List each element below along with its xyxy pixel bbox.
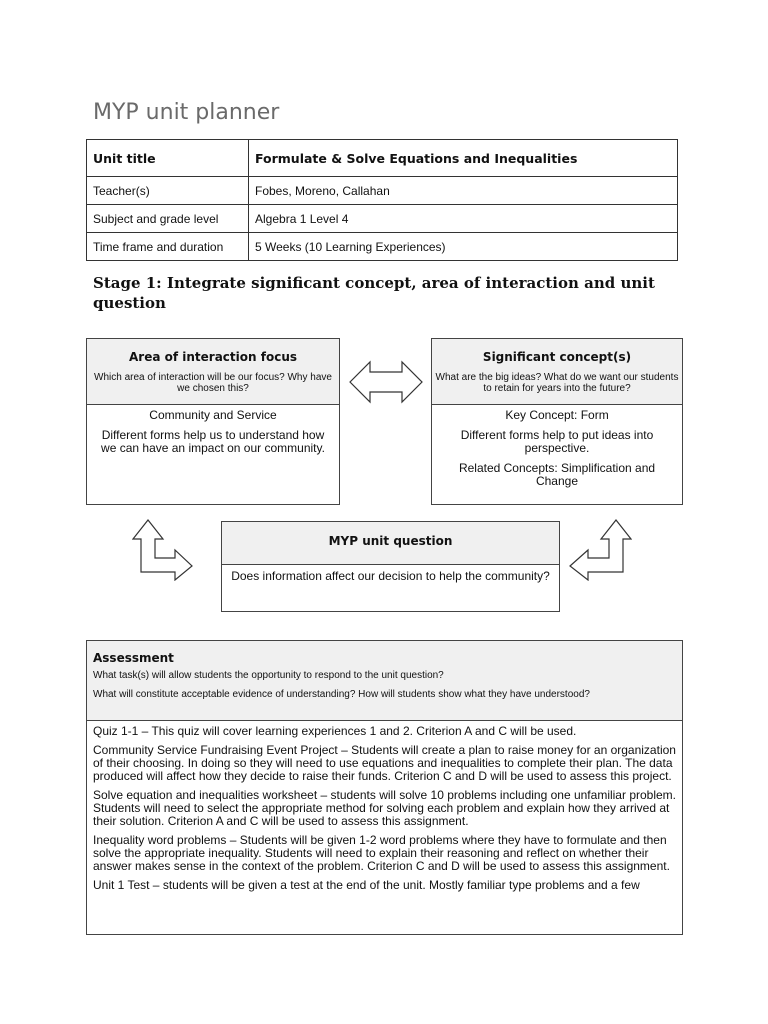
unit-title-label: Unit title	[87, 140, 249, 177]
teacher-label: Teacher(s)	[87, 177, 249, 205]
assessment-item: Unit 1 Test – students will be given a test at the end of the unit. Mostly familiar type problems and a few	[93, 878, 640, 892]
unit-question-text: Does information affect our decision to help the community?	[231, 569, 550, 583]
bent-arrow-right-icon	[568, 519, 632, 581]
unit-question-header	[222, 522, 559, 565]
area-of-interaction-line1: Community and Service	[149, 408, 277, 422]
area-of-interaction-box	[86, 338, 340, 505]
significant-concepts-header	[432, 339, 682, 405]
significant-concepts-heading: Significant concept(s)	[482, 350, 632, 364]
assessment-body	[87, 721, 682, 934]
unit-question-box	[221, 521, 560, 612]
timeframe-label: Time frame and duration	[87, 233, 249, 261]
unit-title-row	[87, 140, 678, 177]
timeframe-row	[87, 233, 678, 261]
page-title: MYP unit planner	[93, 100, 280, 125]
assessment-item: Community Service Fundraising Event Project – Students will create a plan to raise money for an organization of their choosing. In doing so they will need to use equations and inequalities to complete their plan. The data produced will affect how they decide to raise their funds. Criterion C and D will be used to assess this project.	[93, 743, 676, 783]
area-of-interaction-body	[87, 405, 339, 466]
teacher-value: Fobes, Moreno, Callahan	[249, 177, 678, 205]
double-arrow-icon	[348, 359, 424, 405]
assessment-item: Solve equation and inequalities worksheet – students will solve 10 problems including one unfamiliar problem. Students will need to select the appropriate method for solving each problem and explain how they arrived at their solution. Criterion A and C will be used to assess this assignment.	[93, 788, 677, 828]
unit-question-body	[222, 565, 559, 594]
assessment-item: Quiz 1-1 – This quiz will cover learning experiences 1 and 2. Criterion A and C will be used.	[93, 724, 577, 738]
subject-value: Algebra 1 Level 4	[249, 205, 678, 233]
significant-concepts-line1: Key Concept: Form	[505, 408, 609, 422]
bent-arrow-left-icon	[132, 519, 194, 581]
significant-concepts-body	[432, 405, 682, 499]
unit-title-value: Formulate & Solve Equations and Inequalities	[249, 140, 678, 177]
stage1-heading: Stage 1: Integrate significant concept, area of interaction and unit question	[93, 274, 655, 312]
subject-label: Subject and grade level	[87, 205, 249, 233]
assessment-box	[86, 640, 683, 935]
significant-concepts-line2: Different forms help to put ideas into perspective.	[460, 428, 654, 455]
assessment-item: Inequality word problems – Students will be given 1-2 word problems where they have to formulate and then solve the appropriate inequality. Students will need to explain their reasoning and reflect on whether their answer makes sense in the context of the problem. Criterion C and D will be used to assess this assignment.	[93, 833, 670, 873]
area-of-interaction-line2: Different forms help us to understand how we can have an impact on our community.	[101, 428, 325, 455]
assessment-header	[87, 641, 682, 721]
subject-row	[87, 205, 678, 233]
unit-question-heading: MYP unit question	[328, 534, 453, 548]
assessment-question-1: What task(s) will allow students the opportunity to respond to the unit question?	[93, 670, 444, 681]
significant-concepts-subtitle: What are the big ideas? What do we want our students to retain for years into the future?	[435, 372, 679, 394]
unit-info-table	[86, 139, 678, 261]
teacher-row	[87, 177, 678, 205]
significant-concepts-line3: Related Concepts: Simplification and Change	[458, 461, 656, 488]
area-of-interaction-subtitle: Which area of interaction will be our focus? Why have we chosen this?	[94, 372, 332, 394]
assessment-heading: Assessment	[93, 651, 174, 665]
assessment-question-2: What will constitute acceptable evidence of understanding? How will students show what they have understood?	[93, 689, 590, 700]
significant-concepts-box	[431, 338, 683, 505]
timeframe-value: 5 Weeks (10 Learning Experiences)	[249, 233, 678, 261]
area-of-interaction-header	[87, 339, 339, 405]
area-of-interaction-heading: Area of interaction focus	[129, 350, 297, 364]
